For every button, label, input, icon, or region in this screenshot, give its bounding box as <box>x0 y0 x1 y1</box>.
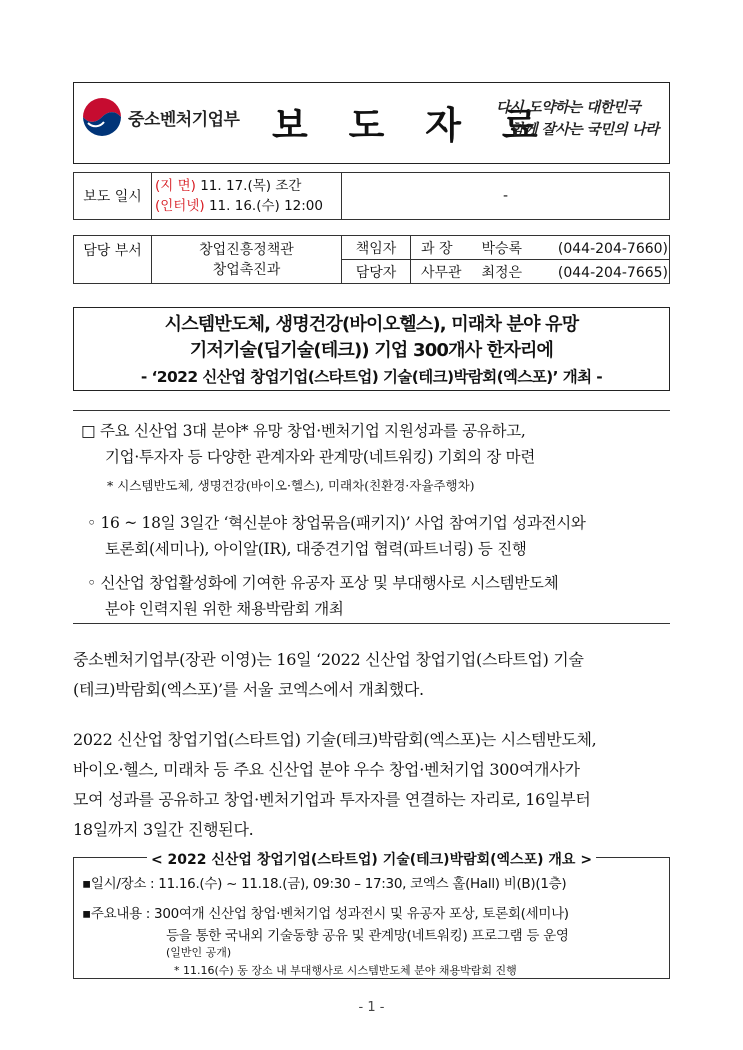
release-date-label: 보도 일시 <box>74 173 152 220</box>
officer-phone: (044-204-7665) <box>557 264 669 281</box>
manager-title: 과 장 <box>421 240 453 257</box>
p1-line-1: 중소벤처기업부(장관 이영)는 16일 ‘2022 신산업 창업기업(스타트업) 기술 <box>73 650 584 669</box>
dept-name <box>152 236 342 284</box>
p2-line-4: 18일까지 3일간 진행된다. <box>73 820 254 839</box>
overview-schedule: ▪일시/장소 : 11.16.(수) ~ 11.18.(금), 09:30 – 17:30, 코엑스 홀(Hall) 비(B)(1층) <box>82 876 567 892</box>
headline-subtitle: - ‘2022 신산업 창업기업(스타트업) 기술(테크)박람회(엑스포)’ 개최 - <box>140 368 603 386</box>
manager-phone: (044-204-7660) <box>557 240 669 257</box>
overview-title <box>74 849 669 869</box>
p2-line-2: 바이오·헬스, 미래차 등 주요 신산업 분야 우수 창업·벤처기업 300여개사가 <box>73 760 580 779</box>
overview-footnote: * 11.16(수) 동 장소 내 부대행사로 시스템반도체 분야 채용박람회 진행 <box>174 964 517 977</box>
headline-line-1: 시스템반도체, 생명건강(바이오헬스), 미래차 분야 유망 <box>164 314 579 335</box>
overview-public-note: (일반인 공개) <box>166 946 232 959</box>
web-value: 11. 16.(수) 12:00 <box>208 198 323 214</box>
staff-table <box>73 235 670 284</box>
body-paragraph-1 <box>73 645 673 705</box>
web-release-line <box>152 196 341 216</box>
summary-box <box>73 410 670 624</box>
headline-line-2: 기저기술(딥기술(테크)) 기업 300개사 한자리에 <box>189 340 554 361</box>
web-label: (인터넷) <box>155 198 205 214</box>
print-value: 11. 17.(목) 조간 <box>200 178 302 194</box>
slogan-line-2: 함께 잘사는 국민의 나라 <box>510 121 659 138</box>
release-date-table <box>73 172 670 220</box>
overview-title-text: < 2022 신산업 창업기업(스타트업) 기술(테크)박람회(엑스포) 개요 > <box>147 852 596 868</box>
slogan-line-1: 다시 도약하는 대한민국 <box>496 99 641 116</box>
summary-item-1-note: * 시스템반도체, 생명건강(바이오·헬스), 미래차(친환경·자율주행차) <box>107 478 475 493</box>
summary-item-1-line-2: 기업·투자자 등 다양한 관계자와 관계망(네트워킹) 기회의 장 마련 <box>105 448 536 466</box>
p2-line-1: 2022 신산업 창업기업(스타트업) 기술(테크)박람회(엑스포)는 시스템반도체, <box>73 730 597 749</box>
dept-label: 담당 부서 <box>74 236 152 284</box>
release-extra: - <box>342 173 670 220</box>
contact-manager <box>411 236 670 260</box>
manager-name: 박승록 <box>481 240 523 257</box>
dept-line-2: 창업촉진과 <box>212 261 281 278</box>
overview-content-line-2: 등을 통한 국내외 기술동향 공유 및 관계망(네트워킹) 프로그램 등 운영 <box>166 928 569 944</box>
page-number: - 1 - <box>358 1000 385 1015</box>
press-release-title: 보 도 자 료 <box>272 104 552 147</box>
event-overview-box <box>73 852 670 979</box>
body-paragraph-2 <box>73 725 673 845</box>
release-date-values <box>152 173 342 220</box>
government-emblem-icon <box>82 97 122 137</box>
summary-item-3-line-1: ◦ 신산업 창업활성화에 기여한 유공자 포상 및 부대행사로 시스템반도체 <box>87 574 559 592</box>
print-release-line <box>152 176 341 196</box>
role-manager: 책임자 <box>342 236 411 260</box>
officer-title: 사무관 <box>421 264 462 281</box>
contact-officer <box>411 260 670 284</box>
summary-item-1-line-1: □ 주요 신산업 3대 분야* 유망 창업·벤처기업 지원성과를 공유하고, <box>81 422 526 440</box>
ministry-name: 중소벤처기업부 <box>128 110 240 130</box>
government-slogan <box>496 97 668 141</box>
overview-content-line-1: ▪주요내용 : 300여개 신산업 창업·벤처기업 성과전시 및 유공자 포상, 토론회(세미나) <box>82 906 569 922</box>
role-officer: 담당자 <box>342 260 411 284</box>
headline-box <box>73 307 670 391</box>
summary-item-2-line-1: ◦ 16 ~ 18일 3일간 ‘혁신분야 창업묶음(패키지)’ 사업 참여기업 성과전시와 <box>87 514 586 532</box>
p2-line-3: 모여 성과를 공유하고 창업·벤처기업과 투자자를 연결하는 자리로, 16일부터 <box>73 790 591 809</box>
press-header <box>73 82 670 164</box>
print-label: (지 면) <box>155 178 196 194</box>
p1-line-2: (테크)박람회(엑스포)’를 서울 코엑스에서 개최했다. <box>73 680 424 699</box>
summary-item-2-line-2: 토론회(세미나), 아이알(IR), 대중견기업 협력(파트너링) 등 진행 <box>105 540 527 558</box>
summary-item-3-line-2: 분야 인력지원 위한 채용박람회 개최 <box>105 600 344 618</box>
officer-name: 최정은 <box>481 264 523 281</box>
dept-line-1: 창업진흥정책관 <box>199 241 294 258</box>
